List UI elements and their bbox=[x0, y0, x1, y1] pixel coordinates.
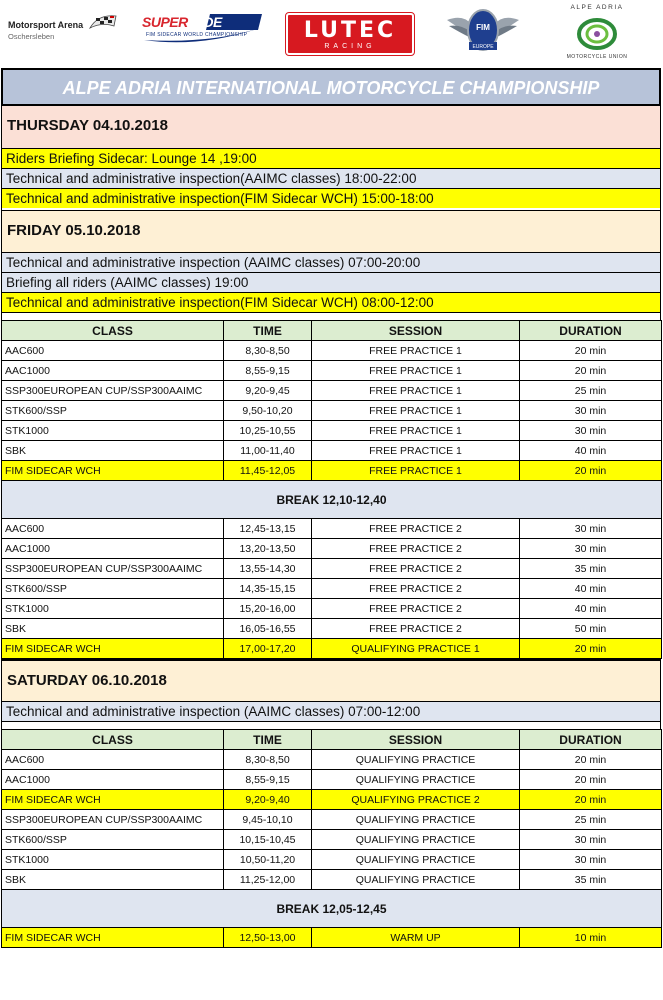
break-row bbox=[2, 890, 662, 928]
alpe-adria-bottom: MOTORCYCLE UNION bbox=[566, 54, 628, 60]
cell-duration: 20 min bbox=[520, 639, 662, 659]
superside-logo bbox=[140, 10, 265, 50]
cell-session: QUALIFYING PRACTICE bbox=[312, 830, 520, 850]
note-text: Briefing all riders (AAIMC classes) 19:00 bbox=[6, 275, 249, 290]
cell-session: WARM UP bbox=[312, 928, 520, 948]
thursday-heading-text: THURSDAY 04.10.2018 bbox=[7, 117, 168, 134]
fim-europe-logo bbox=[445, 6, 521, 56]
motorsport-arena-sub: Oschersleben bbox=[8, 32, 55, 41]
spacer bbox=[1, 721, 661, 729]
cell-duration: 20 min bbox=[520, 770, 662, 790]
cell-class: STK600/SSP bbox=[2, 401, 224, 421]
lutec-sub: RACING bbox=[324, 43, 376, 50]
table-row bbox=[2, 421, 662, 441]
table-row bbox=[2, 870, 662, 890]
alpe-adria-logo bbox=[564, 4, 630, 62]
championship-title-text: ALPE ADRIA INTERNATIONAL MOTORCYCLE CHAMPIONSHIP bbox=[62, 78, 600, 98]
cell-class: STK1000 bbox=[2, 421, 224, 441]
cell-class: SBK bbox=[2, 441, 224, 461]
thursday-note-3 bbox=[1, 188, 661, 208]
header-duration: DURATION bbox=[520, 321, 662, 341]
checkered-flag-icon bbox=[88, 12, 118, 30]
table-row bbox=[2, 559, 662, 579]
cell-time: 15,20-16,00 bbox=[224, 599, 312, 619]
cell-duration: 50 min bbox=[520, 619, 662, 639]
motorsport-arena-name: Motorsport Arena bbox=[8, 20, 84, 30]
table-row bbox=[2, 750, 662, 770]
cell-duration: 25 min bbox=[520, 381, 662, 401]
friday-schedule-table bbox=[1, 320, 662, 659]
break-label: BREAK 12,05-12,45 bbox=[2, 890, 662, 928]
friday-heading bbox=[1, 210, 661, 252]
cell-time: 12,50-13,00 bbox=[224, 928, 312, 948]
cell-class: SBK bbox=[2, 870, 224, 890]
cell-session: FREE PRACTICE 2 bbox=[312, 519, 520, 539]
cell-class: FIM SIDECAR WCH bbox=[2, 790, 224, 810]
championship-title bbox=[1, 68, 661, 106]
cell-class: STK1000 bbox=[2, 850, 224, 870]
table-row bbox=[2, 850, 662, 870]
friday-heading-text: FRIDAY 05.10.2018 bbox=[7, 222, 141, 239]
cell-session: QUALIFYING PRACTICE bbox=[312, 850, 520, 870]
thursday-note-1 bbox=[1, 148, 661, 168]
cell-duration: 40 min bbox=[520, 441, 662, 461]
cell-time: 10,15-10,45 bbox=[224, 830, 312, 850]
note-text: Technical and administrative inspection(FIM Sidecar WCH) 08:00-12:00 bbox=[6, 295, 434, 310]
header-time: TIME bbox=[224, 321, 312, 341]
cell-session: FREE PRACTICE 2 bbox=[312, 619, 520, 639]
table-row bbox=[2, 461, 662, 481]
cell-duration: 30 min bbox=[520, 850, 662, 870]
cell-duration: 40 min bbox=[520, 599, 662, 619]
lutec-racing-logo bbox=[286, 13, 414, 55]
superside-sub: FIM SIDECAR WORLD CHAMPIONSHIP bbox=[146, 32, 248, 38]
cell-duration: 20 min bbox=[520, 461, 662, 481]
note-text: Technical and administrative inspection(AAIMC classes) 18:00-22:00 bbox=[6, 171, 417, 186]
table-row bbox=[2, 928, 662, 948]
cell-class: AAC1000 bbox=[2, 770, 224, 790]
cell-time: 10,50-11,20 bbox=[224, 850, 312, 870]
cell-time: 9,45-10,10 bbox=[224, 810, 312, 830]
cell-time: 13,55-14,30 bbox=[224, 559, 312, 579]
thursday-heading bbox=[1, 106, 661, 148]
break-label: BREAK 12,10-12,40 bbox=[2, 481, 662, 519]
cell-time: 16,05-16,55 bbox=[224, 619, 312, 639]
cell-time: 9,20-9,45 bbox=[224, 381, 312, 401]
table-row bbox=[2, 441, 662, 461]
cell-duration: 30 min bbox=[520, 401, 662, 421]
table-row bbox=[2, 341, 662, 361]
cell-time: 8,55-9,15 bbox=[224, 770, 312, 790]
cell-duration: 10 min bbox=[520, 928, 662, 948]
table-row bbox=[2, 619, 662, 639]
table-header-row bbox=[2, 730, 662, 750]
fim-name: FIM bbox=[476, 23, 490, 32]
table-row bbox=[2, 790, 662, 810]
header-session: SESSION bbox=[312, 730, 520, 750]
cell-duration: 30 min bbox=[520, 519, 662, 539]
cell-class: SSP300EUROPEAN CUP/SSP300AAIMC bbox=[2, 810, 224, 830]
cell-time: 11,00-11,40 bbox=[224, 441, 312, 461]
note-text: Technical and administrative inspection(FIM Sidecar WCH) 15:00-18:00 bbox=[6, 191, 434, 206]
cell-class: SBK bbox=[2, 619, 224, 639]
friday-note-2 bbox=[1, 272, 661, 292]
cell-session: FREE PRACTICE 1 bbox=[312, 361, 520, 381]
break-row bbox=[2, 481, 662, 519]
cell-session: FREE PRACTICE 2 bbox=[312, 539, 520, 559]
table-row bbox=[2, 519, 662, 539]
cell-duration: 35 min bbox=[520, 559, 662, 579]
cell-time: 14,35-15,15 bbox=[224, 579, 312, 599]
cell-session: QUALIFYING PRACTICE 1 bbox=[312, 639, 520, 659]
table-row bbox=[2, 539, 662, 559]
cell-session: QUALIFYING PRACTICE bbox=[312, 810, 520, 830]
cell-session: FREE PRACTICE 1 bbox=[312, 461, 520, 481]
cell-session: FREE PRACTICE 2 bbox=[312, 599, 520, 619]
note-text: Technical and administrative inspection (AAIMC classes) 07:00-20:00 bbox=[6, 255, 421, 270]
saturday-schedule-table bbox=[1, 729, 662, 948]
cell-class: STK600/SSP bbox=[2, 579, 224, 599]
note-text: Riders Briefing Sidecar: Lounge 14 ,19:00 bbox=[6, 151, 257, 166]
schedule-document bbox=[1, 68, 661, 948]
cell-class: STK1000 bbox=[2, 599, 224, 619]
table-row bbox=[2, 361, 662, 381]
cell-class: AAC600 bbox=[2, 519, 224, 539]
cell-duration: 25 min bbox=[520, 810, 662, 830]
table-row bbox=[2, 770, 662, 790]
table-row bbox=[2, 830, 662, 850]
superside-name-a: SUPER bbox=[142, 14, 188, 30]
header-session: SESSION bbox=[312, 321, 520, 341]
cell-time: 13,20-13,50 bbox=[224, 539, 312, 559]
spacer bbox=[1, 312, 661, 320]
cell-time: 10,25-10,55 bbox=[224, 421, 312, 441]
motorsport-arena-logo bbox=[6, 8, 118, 48]
friday-note-3 bbox=[1, 292, 661, 312]
logo-bar bbox=[0, 0, 663, 66]
cell-class: STK600/SSP bbox=[2, 830, 224, 850]
cell-session: FREE PRACTICE 2 bbox=[312, 579, 520, 599]
cell-class: FIM SIDECAR WCH bbox=[2, 928, 224, 948]
table-row bbox=[2, 381, 662, 401]
table-header-row bbox=[2, 321, 662, 341]
thursday-note-2 bbox=[1, 168, 661, 188]
cell-class: SSP300EUROPEAN CUP/SSP300AAIMC bbox=[2, 559, 224, 579]
cell-duration: 30 min bbox=[520, 830, 662, 850]
superside-name bbox=[142, 14, 222, 30]
cell-duration: 40 min bbox=[520, 579, 662, 599]
table-row bbox=[2, 599, 662, 619]
table-row bbox=[2, 639, 662, 659]
alpe-adria-top: ALPE ADRIA bbox=[570, 4, 624, 11]
cell-class: AAC600 bbox=[2, 341, 224, 361]
cell-duration: 20 min bbox=[520, 341, 662, 361]
cell-class: AAC1000 bbox=[2, 361, 224, 381]
superside-name-b: SIDE bbox=[191, 14, 222, 30]
cell-session: QUALIFYING PRACTICE bbox=[312, 870, 520, 890]
saturday-heading-text: SATURDAY 06.10.2018 bbox=[7, 672, 167, 689]
cell-duration: 20 min bbox=[520, 750, 662, 770]
cell-session: QUALIFYING PRACTICE bbox=[312, 750, 520, 770]
cell-duration: 20 min bbox=[520, 790, 662, 810]
cell-time: 9,20-9,40 bbox=[224, 790, 312, 810]
cell-session: FREE PRACTICE 1 bbox=[312, 401, 520, 421]
cell-time: 9,50-10,20 bbox=[224, 401, 312, 421]
saturday-heading bbox=[1, 659, 661, 701]
header-class: CLASS bbox=[2, 321, 224, 341]
cell-time: 17,00-17,20 bbox=[224, 639, 312, 659]
cell-session: FREE PRACTICE 2 bbox=[312, 559, 520, 579]
saturday-note-1 bbox=[1, 701, 661, 721]
cell-class: FIM SIDECAR WCH bbox=[2, 639, 224, 659]
cell-class: FIM SIDECAR WCH bbox=[2, 461, 224, 481]
cell-time: 11,45-12,05 bbox=[224, 461, 312, 481]
cell-session: QUALIFYING PRACTICE 2 bbox=[312, 790, 520, 810]
lutec-name: LUTEC bbox=[303, 18, 397, 43]
cell-session: QUALIFYING PRACTICE bbox=[312, 770, 520, 790]
friday-note-1 bbox=[1, 252, 661, 272]
cell-session: FREE PRACTICE 1 bbox=[312, 381, 520, 401]
header-duration: DURATION bbox=[520, 730, 662, 750]
cell-session: FREE PRACTICE 1 bbox=[312, 421, 520, 441]
cell-duration: 35 min bbox=[520, 870, 662, 890]
cell-duration: 30 min bbox=[520, 421, 662, 441]
cell-duration: 30 min bbox=[520, 539, 662, 559]
table-row bbox=[2, 579, 662, 599]
cell-time: 12,45-13,15 bbox=[224, 519, 312, 539]
cell-class: AAC600 bbox=[2, 750, 224, 770]
cell-class: AAC1000 bbox=[2, 539, 224, 559]
header-class: CLASS bbox=[2, 730, 224, 750]
fim-sub: EUROPE bbox=[472, 44, 494, 50]
cell-session: FREE PRACTICE 1 bbox=[312, 441, 520, 461]
cell-time: 8,30-8,50 bbox=[224, 341, 312, 361]
cell-class: SSP300EUROPEAN CUP/SSP300AAIMC bbox=[2, 381, 224, 401]
table-row bbox=[2, 401, 662, 421]
cell-session: FREE PRACTICE 1 bbox=[312, 341, 520, 361]
header-time: TIME bbox=[224, 730, 312, 750]
cell-time: 11,25-12,00 bbox=[224, 870, 312, 890]
cell-time: 8,30-8,50 bbox=[224, 750, 312, 770]
cell-time: 8,55-9,15 bbox=[224, 361, 312, 381]
note-text: Technical and administrative inspection (AAIMC classes) 07:00-12:00 bbox=[6, 704, 421, 719]
table-row bbox=[2, 810, 662, 830]
cell-duration: 20 min bbox=[520, 361, 662, 381]
